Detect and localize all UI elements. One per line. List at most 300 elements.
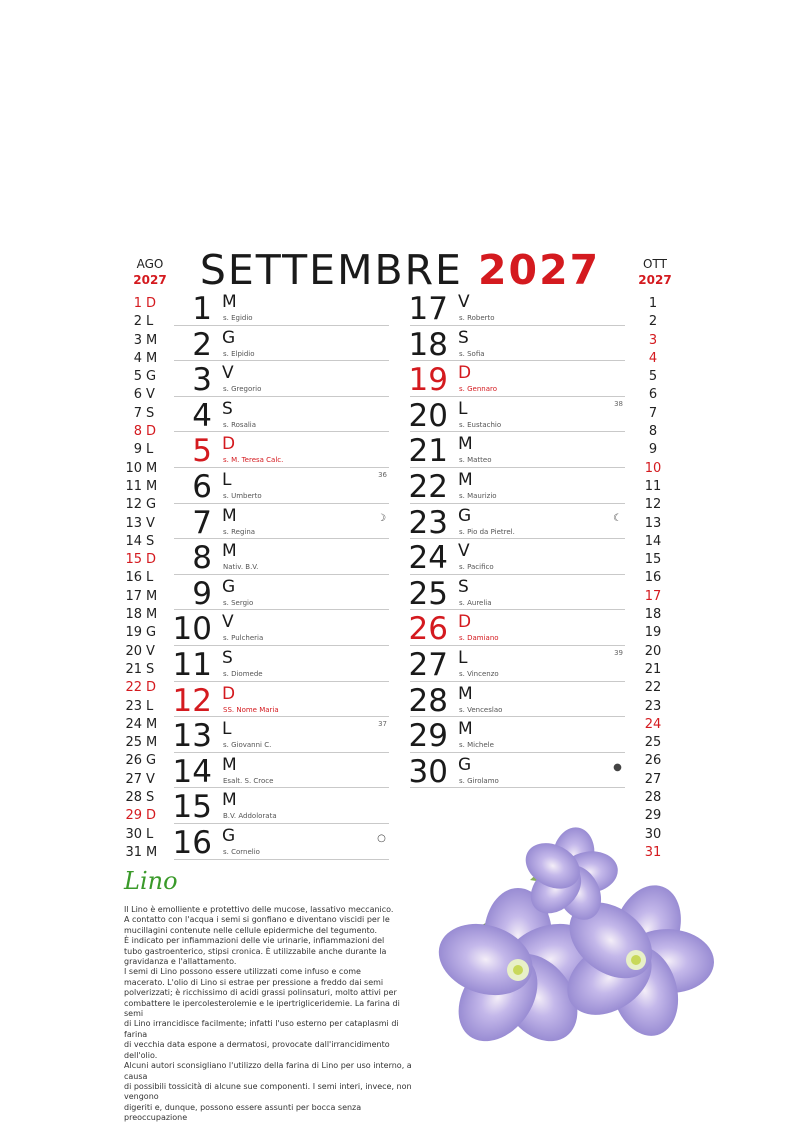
day-row [174, 575, 389, 611]
saint-name: s. Sergio [223, 598, 254, 607]
prev-month-day [124, 661, 176, 679]
prev-month-day [124, 496, 176, 514]
prev-day-letter: V [146, 387, 155, 403]
moon-phase-icon: ☾ [613, 512, 622, 524]
plant-text-line: È indicato per infiammazioni delle vie urinarie, infiammazioni del [124, 936, 385, 946]
next-month-days [630, 295, 680, 862]
next-month-column [630, 256, 680, 862]
saint-name: s. Girolamo [459, 776, 499, 785]
next-day-number: 6 [648, 387, 658, 403]
next-month-day [630, 679, 680, 697]
next-day-number: 27 [644, 771, 662, 787]
day-row [410, 468, 625, 504]
saint-name: s. Vincenzo [459, 669, 499, 678]
next-month-day [630, 386, 680, 404]
weekday-letter: M [458, 469, 473, 490]
prev-day-letter: V [146, 643, 155, 659]
weekday-letter: S [222, 647, 233, 668]
next-day-number: 13 [644, 515, 662, 531]
next-month-day [630, 368, 680, 386]
day-row [410, 575, 625, 611]
plant-text-line: macerato. L'olio di Lino si estrae per pressione a freddo dai semi [124, 977, 384, 987]
plant-text-line: mucillagini contenute nelle cellule epidermiche del tegumento. [124, 925, 378, 935]
day-row [174, 468, 389, 504]
next-month-day [630, 313, 680, 331]
next-day-number: 26 [644, 753, 662, 769]
prev-month-day [124, 533, 176, 551]
prev-day-number: 24 [125, 716, 142, 732]
next-day-number: 23 [644, 698, 662, 714]
weekday-letter: M [222, 505, 237, 526]
day-row [174, 610, 389, 646]
saint-name: s. Pio da Pietrel. [459, 527, 515, 536]
prev-day-letter: S [146, 533, 155, 549]
saint-name: s. Umberto [223, 491, 262, 500]
prev-month-header [124, 256, 176, 288]
prev-day-number: 28 [125, 790, 142, 806]
moon-phase-icon: ☽ [377, 512, 386, 524]
next-month-year: 2027 [638, 273, 672, 287]
next-day-number: 7 [648, 405, 658, 421]
day-row [174, 290, 389, 326]
next-month-day [630, 789, 680, 807]
next-day-number: 5 [648, 369, 658, 385]
day-row [410, 432, 625, 468]
day-row [174, 361, 389, 397]
plant-description [124, 905, 420, 1124]
weekday-letter: M [222, 292, 237, 312]
month-title [0, 244, 800, 296]
plant-name: Lino [124, 867, 178, 895]
day-number: 10 [172, 611, 212, 648]
day-number: 24 [408, 540, 448, 577]
next-month-day [630, 295, 680, 313]
week-number: 39 [614, 648, 623, 657]
prev-month-day [124, 606, 176, 624]
saint-name: s. Cornelio [223, 847, 260, 856]
next-month-day [630, 332, 680, 350]
prev-day-number: 1 [133, 296, 142, 311]
saint-name: s. Roberto [459, 314, 495, 322]
prev-month-day [124, 569, 176, 587]
plant-text-line: polverizzati; è ricchissimo di acidi grassi polinsaturi, molto attivi per [124, 988, 397, 998]
next-day-number: 8 [648, 424, 658, 440]
saint-name: s. Maurizio [459, 491, 497, 500]
saint-name: s. Giovanni C. [223, 741, 272, 750]
day-row [174, 539, 389, 575]
prev-day-number: 26 [125, 753, 142, 769]
weekday-letter: G [458, 754, 472, 775]
day-row [174, 682, 389, 718]
saint-name: s. Michele [459, 741, 494, 750]
week-number: 38 [614, 399, 623, 408]
next-month-day [630, 588, 680, 606]
prev-day-letter: G [146, 625, 157, 641]
prev-day-number: 15 [125, 552, 142, 568]
prev-day-letter: V [146, 515, 155, 531]
prev-month-column [124, 256, 176, 862]
next-day-number: 28 [644, 790, 662, 806]
plant-text-line: tubo gastroenterico, stipsi cronica. È utilizzabile anche durante la [124, 946, 387, 956]
day-row [174, 753, 389, 789]
day-number: 26 [408, 611, 448, 648]
day-row [174, 646, 389, 682]
prev-month-day [124, 807, 176, 825]
weekday-letter: S [222, 398, 233, 419]
next-month-day [630, 624, 680, 642]
next-month-day [630, 606, 680, 624]
weekday-letter: V [458, 292, 470, 312]
next-month-day [630, 515, 680, 533]
prev-day-number: 5 [133, 369, 142, 385]
day-number: 19 [408, 362, 448, 399]
next-month-day [630, 716, 680, 734]
day-number: 4 [192, 397, 212, 434]
prev-day-number: 23 [125, 698, 142, 714]
saint-name: Esalt. S. Croce [223, 776, 274, 785]
day-row [410, 753, 625, 789]
prev-day-number: 17 [125, 588, 142, 604]
prev-day-number: 13 [125, 515, 142, 531]
moon-phase-icon: ● [613, 761, 622, 773]
saint-name: s. Sofia [459, 349, 485, 358]
saint-name: s. Pacifico [459, 563, 494, 572]
prev-day-number: 16 [125, 570, 142, 586]
weekday-letter: V [458, 541, 470, 562]
prev-month-day [124, 734, 176, 752]
next-month-day [630, 460, 680, 478]
prev-month-day [124, 771, 176, 789]
prev-day-letter: M [146, 350, 158, 366]
weekday-letter: M [222, 790, 237, 811]
next-month-day [630, 661, 680, 679]
plant-text-line: I semi di Lino possono essere utilizzati come infuso e come [124, 967, 361, 977]
prev-day-number: 2 [133, 314, 142, 330]
saint-name: s. Regina [223, 527, 256, 536]
prev-day-number: 3 [133, 332, 142, 348]
prev-day-letter: M [146, 332, 158, 348]
day-number: 11 [172, 646, 212, 683]
next-day-number: 15 [644, 552, 662, 568]
weekday-letter: V [222, 612, 234, 633]
saint-name: Nativ. B.V. [223, 563, 259, 572]
weekday-letter: D [222, 683, 236, 704]
weekday-letter: G [222, 327, 236, 348]
prev-month-day [124, 332, 176, 350]
saint-name: s. Matteo [459, 456, 492, 465]
plant-text-line: di Lino irrancidisce facilmente; infatti l'uso esterno per cataplasmi di farina [124, 1019, 399, 1039]
prev-day-letter: D [146, 680, 157, 696]
plant-text-line: di possibili tossicità di alcune sue componenti. I semi interi, invece, non vengono [124, 1081, 412, 1102]
day-row [174, 326, 389, 362]
day-row [174, 717, 389, 753]
next-day-number: 30 [644, 826, 662, 842]
day-row [174, 788, 389, 824]
weekday-letter: G [458, 505, 472, 526]
prev-month-day [124, 478, 176, 496]
next-day-number: 4 [648, 350, 658, 366]
saint-name: s. Diomede [223, 669, 263, 678]
prev-day-letter: G [146, 369, 157, 385]
prev-month-day [124, 844, 176, 862]
next-day-number: 22 [644, 680, 662, 696]
prev-month-day [124, 405, 176, 423]
prev-day-number: 6 [133, 387, 142, 403]
saint-name: s. Rosalia [223, 420, 257, 429]
next-month-name: OTT [643, 257, 667, 271]
next-day-number: 29 [644, 808, 662, 824]
prev-day-number: 8 [133, 424, 142, 440]
prev-month-day [124, 826, 176, 844]
prev-day-letter: D [146, 808, 157, 824]
day-number: 23 [408, 504, 448, 541]
prev-day-number: 9 [133, 442, 142, 458]
prev-day-letter: M [146, 844, 158, 860]
prev-day-letter: M [146, 735, 158, 751]
prev-month-day [124, 295, 176, 313]
day-row [410, 290, 625, 326]
prev-day-number: 20 [125, 643, 142, 659]
next-month-day [630, 533, 680, 551]
next-day-number: 18 [644, 607, 662, 623]
day-row [410, 682, 625, 718]
weekday-letter: M [458, 434, 473, 455]
days-column-left [174, 290, 389, 860]
next-month-day [630, 441, 680, 459]
weekday-letter: M [458, 719, 473, 740]
next-day-number: 25 [644, 735, 662, 751]
next-month-header [630, 256, 680, 288]
day-row [410, 361, 625, 397]
prev-day-number: 19 [125, 625, 142, 641]
day-number: 8 [192, 540, 212, 577]
day-number: 3 [192, 362, 212, 399]
prev-month-day [124, 551, 176, 569]
day-number: 5 [192, 433, 212, 470]
prev-month-day [124, 441, 176, 459]
weekday-letter: L [222, 469, 232, 490]
weekday-letter: S [458, 327, 469, 348]
weekday-letter: D [458, 612, 472, 633]
prev-month-day [124, 679, 176, 697]
weekday-letter: G [222, 825, 236, 846]
prev-month-year: 2027 [133, 273, 167, 287]
next-day-number: 2 [648, 314, 658, 330]
prev-day-number: 31 [125, 844, 142, 860]
prev-day-letter: L [146, 698, 154, 714]
prev-day-letter: M [146, 460, 158, 476]
plant-text-line: Il Lino è emolliente e protettivo delle mucose, lassativo meccanico. [124, 905, 394, 914]
prev-day-letter: D [146, 424, 157, 440]
day-row [410, 504, 625, 540]
prev-month-day [124, 515, 176, 533]
weekday-letter: L [222, 719, 232, 740]
prev-day-letter: S [146, 405, 155, 421]
saint-name: s. Gennaro [459, 385, 497, 394]
week-number: 36 [378, 470, 387, 479]
saint-name: SS. Nome Maria [223, 705, 279, 714]
next-month-day [630, 752, 680, 770]
prev-day-letter: L [146, 314, 154, 330]
day-number: 9 [192, 575, 212, 612]
next-month-day [630, 569, 680, 587]
prev-day-letter: L [146, 570, 154, 586]
prev-day-number: 11 [125, 478, 142, 494]
next-month-day [630, 478, 680, 496]
next-day-number: 24 [644, 716, 662, 732]
day-number: 7 [192, 504, 212, 541]
prev-month-days [124, 295, 176, 862]
next-month-day [630, 643, 680, 661]
weekday-letter: D [458, 363, 472, 384]
weekday-letter: M [222, 754, 237, 775]
prev-day-letter: D [146, 296, 157, 311]
prev-month-day [124, 350, 176, 368]
day-number: 13 [172, 718, 212, 755]
prev-day-letter: M [146, 478, 158, 494]
day-row [410, 610, 625, 646]
next-month-day [630, 423, 680, 441]
day-row [174, 432, 389, 468]
prev-day-number: 7 [133, 405, 142, 421]
day-number: 20 [408, 397, 448, 434]
next-day-number: 17 [644, 588, 662, 604]
prev-day-letter: L [146, 442, 154, 458]
day-row [410, 539, 625, 575]
day-number: 22 [408, 468, 448, 505]
prev-month-day [124, 460, 176, 478]
prev-day-letter: S [146, 661, 155, 677]
saint-name: B.V. Addolorata [223, 812, 277, 821]
days-column-right [410, 290, 625, 788]
plant-text-line: A contatto con l'acqua i semi si gonfiano e diventano viscidi per le [124, 915, 390, 925]
prev-month-day [124, 752, 176, 770]
prev-month-day [124, 624, 176, 642]
prev-day-letter: M [146, 716, 158, 732]
weekday-letter: D [222, 434, 236, 455]
prev-day-letter: G [146, 753, 157, 769]
next-month-day [630, 551, 680, 569]
prev-day-number: 25 [125, 735, 142, 751]
day-row [174, 824, 389, 860]
prev-day-number: 21 [125, 661, 142, 677]
next-month-day [630, 496, 680, 514]
next-day-number: 1 [648, 296, 658, 311]
next-day-number: 14 [644, 533, 662, 549]
plant-text-line: digeriti e, dunque, possono essere assunti per bocca senza preoccupazione [124, 1102, 362, 1123]
prev-day-number: 27 [125, 771, 142, 787]
saint-name: s. Aurelia [459, 598, 492, 607]
prev-day-letter: V [146, 771, 155, 787]
day-number: 25 [408, 575, 448, 612]
prev-day-letter: D [146, 552, 157, 568]
prev-day-number: 4 [133, 350, 142, 366]
saint-name: s. Venceslao [459, 705, 503, 714]
prev-day-letter: M [146, 588, 158, 604]
day-number: 28 [408, 682, 448, 719]
next-month-day [630, 698, 680, 716]
next-day-number: 16 [644, 570, 662, 586]
day-number: 12 [172, 682, 212, 719]
next-month-day [630, 771, 680, 789]
prev-day-number: 10 [125, 460, 142, 476]
prev-month-day [124, 698, 176, 716]
prev-day-number: 30 [125, 826, 142, 842]
next-day-number: 10 [644, 460, 662, 476]
weekday-letter: L [458, 647, 468, 668]
month-year: 2027 [478, 246, 601, 294]
saint-name: s. Elpidio [223, 349, 255, 358]
flax-flower-illustration [400, 820, 700, 1080]
prev-day-letter: M [146, 607, 158, 623]
plant-text-line: Alcuni autori sconsigliano l'utilizzo della farina di Lino per uso interno, a causa [124, 1061, 412, 1081]
day-number: 30 [408, 753, 448, 790]
weekday-letter: M [222, 541, 237, 562]
prev-month-day [124, 368, 176, 386]
day-number: 2 [192, 326, 212, 363]
next-day-number: 3 [648, 332, 658, 348]
next-day-number: 11 [644, 478, 662, 494]
saint-name: s. Egidio [223, 314, 253, 322]
plant-text-line: gravidanza e l'allattamento. [124, 957, 237, 967]
day-row [410, 717, 625, 753]
prev-month-day [124, 313, 176, 331]
plant-text-line: combattere le ipercolesterolemie e le ipertrigliceridemie. La farina di semi [124, 998, 400, 1019]
prev-month-day [124, 386, 176, 404]
day-number: 21 [408, 433, 448, 470]
next-day-number: 9 [648, 442, 658, 458]
day-row [410, 397, 625, 433]
next-day-number: 31 [644, 844, 662, 860]
weekday-letter: G [222, 576, 236, 597]
month-name: SETTEMBRE [199, 246, 463, 294]
day-row [174, 397, 389, 433]
weekday-letter: S [458, 576, 469, 597]
day-row [410, 646, 625, 682]
prev-day-letter: G [146, 497, 157, 513]
day-number: 29 [408, 718, 448, 755]
day-number: 15 [172, 789, 212, 826]
weekday-letter: L [458, 398, 468, 419]
weekday-letter: V [222, 363, 234, 384]
prev-day-number: 12 [125, 497, 142, 513]
saint-name: s. Gregorio [223, 385, 262, 394]
day-number: 6 [192, 468, 212, 505]
day-row [410, 326, 625, 362]
saint-name: s. Pulcheria [223, 634, 264, 643]
next-day-number: 12 [644, 497, 662, 513]
prev-day-number: 14 [125, 533, 142, 549]
prev-month-day [124, 789, 176, 807]
prev-month-day [124, 423, 176, 441]
day-number: 16 [172, 824, 212, 861]
plant-text-line: di vecchia data espone a dermatosi, provocate dall'irrancidimento dell'olio. [124, 1040, 390, 1060]
prev-month-day [124, 716, 176, 734]
next-day-number: 20 [644, 643, 662, 659]
saint-name: s. Eustachio [459, 420, 502, 429]
next-day-number: 19 [644, 625, 662, 641]
weekday-letter: M [458, 683, 473, 704]
day-number: 27 [408, 646, 448, 683]
moon-phase-icon: ○ [377, 832, 386, 844]
week-number: 37 [378, 720, 387, 729]
next-day-number: 21 [644, 661, 662, 677]
prev-month-name: AGO [136, 257, 164, 271]
prev-day-number: 18 [125, 607, 142, 623]
prev-month-day [124, 643, 176, 661]
prev-day-letter: L [146, 826, 154, 842]
prev-day-number: 22 [125, 680, 142, 696]
